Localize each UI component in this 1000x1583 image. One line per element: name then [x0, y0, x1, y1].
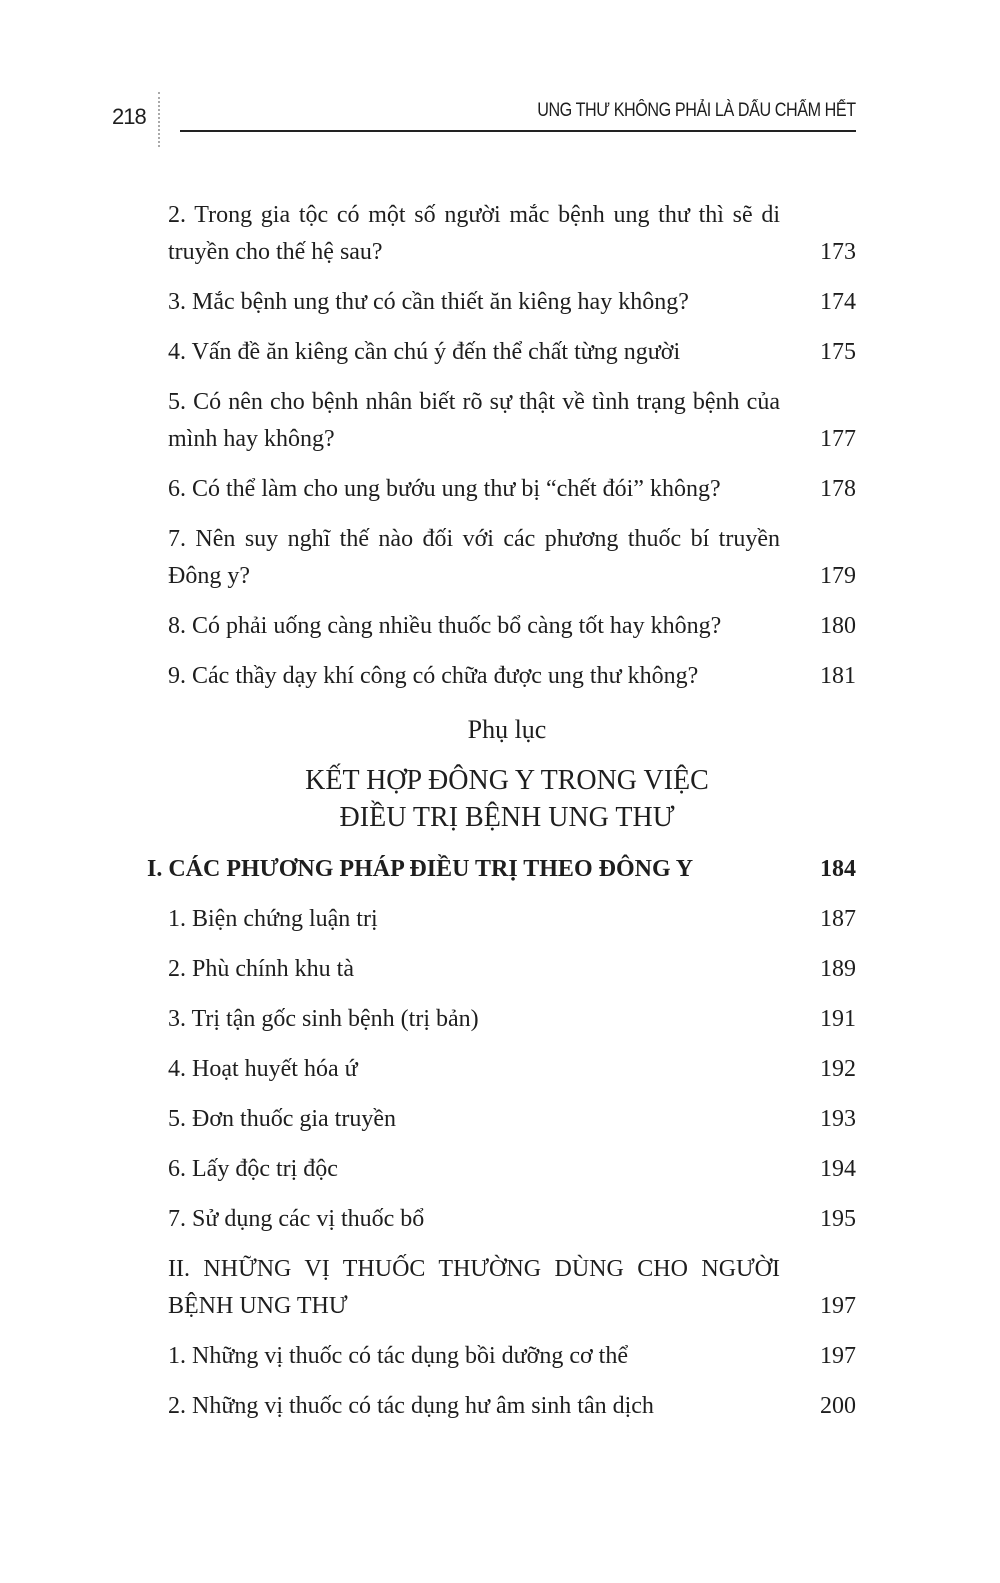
appendix-title-line1: KẾT HỢP ĐÔNG Y TRONG VIỆC	[305, 765, 709, 796]
toc-entry-text: 4. Vấn đề ăn kiêng cần chú ý đến thể chất từng người	[168, 339, 681, 365]
toc-entry-page: 184	[820, 856, 856, 882]
toc-entry	[168, 901, 856, 938]
toc-entry-page: 173	[820, 239, 856, 265]
toc-entry-text: 2. Phù chính khu tà	[168, 956, 354, 982]
toc-entry-text: I. CÁC PHƯƠNG PHÁP ĐIỀU TRỊ THEO ĐÔNG Y	[147, 856, 694, 882]
table-of-contents	[147, 197, 856, 1438]
toc-entry	[168, 1338, 856, 1375]
toc-section-heading	[147, 851, 856, 888]
appendix-label: Phụ lục	[467, 715, 547, 744]
toc-entry-text: 5. Đơn thuốc gia truyền	[168, 1106, 396, 1132]
toc-list-a	[168, 197, 856, 695]
toc-entry	[168, 197, 856, 271]
toc-entry-page: 175	[820, 339, 856, 365]
toc-entry-text: 6. Lấy độc trị độc	[168, 1156, 338, 1182]
toc-entry-page: 179	[820, 563, 856, 589]
toc-entry	[168, 1251, 856, 1325]
toc-entry-text: 1. Những vị thuốc có tác dụng bồi dưỡng cơ thể	[168, 1343, 628, 1369]
toc-entry-page: 197	[820, 1343, 856, 1369]
running-title: UNG THƯ KHÔNG PHẢI LÀ DẤU CHẤM HẾT	[537, 100, 856, 121]
toc-entry	[168, 1101, 856, 1138]
toc-entry	[168, 1201, 856, 1238]
toc-entry	[168, 1001, 856, 1038]
appendix-title-line2: ĐIỀU TRỊ BỆNH UNG THƯ	[339, 802, 675, 833]
toc-entry-page: 195	[820, 1206, 856, 1232]
toc-entry	[168, 384, 856, 458]
page-number: 218	[112, 104, 146, 129]
toc-entry-page: 194	[820, 1156, 856, 1182]
toc-entry-page: 180	[820, 613, 856, 639]
toc-entry-page: 177	[820, 426, 856, 452]
toc-entry	[168, 471, 856, 508]
toc-list-b	[168, 901, 856, 1425]
toc-entry-text: 2. Trong gia tộc có một số người mắc bệnh ung thư thì sẽ di truyền cho thế hệ sau?	[168, 202, 780, 265]
toc-entry-page: 193	[820, 1106, 856, 1132]
toc-entry-text: 3. Mắc bệnh ung thư có cần thiết ăn kiêng hay không?	[168, 289, 689, 315]
toc-entry-page: 187	[820, 906, 856, 932]
toc-entry	[168, 608, 856, 645]
toc-entry	[168, 1151, 856, 1188]
toc-entry	[168, 334, 856, 371]
toc-entry	[168, 284, 856, 321]
toc-entry-text: 7. Sử dụng các vị thuốc bổ	[168, 1206, 425, 1232]
toc-entry	[168, 658, 856, 695]
toc-entry-text: 8. Có phải uống càng nhiều thuốc bổ càng tốt hay không?	[168, 613, 722, 639]
toc-entry-text: 9. Các thầy dạy khí công có chữa được ung thư không?	[168, 663, 699, 689]
toc-entry	[168, 521, 856, 595]
toc-entry	[168, 951, 856, 988]
toc-entry	[168, 1388, 856, 1425]
toc-entry-page: 200	[820, 1393, 856, 1419]
toc-entry-page: 197	[820, 1293, 856, 1319]
toc-entry-text: 1. Biện chứng luận trị	[168, 906, 378, 932]
toc-entry-page: 192	[820, 1056, 856, 1082]
toc-entry-text: II. NHỮNG VỊ THUỐC THƯỜNG DÙNG CHO NGƯỜI BỆNH UNG THƯ	[168, 1256, 780, 1319]
toc-entry-text: 6. Có thể làm cho ung bướu ung thư bị “chết đói” không?	[168, 476, 721, 502]
toc-entry-text: 7. Nên suy nghĩ thế nào đối với các phương thuốc bí truyền Đông y?	[168, 526, 780, 589]
toc-entry-page: 178	[820, 476, 856, 502]
appendix-title	[158, 762, 856, 836]
toc-entry-page: 181	[820, 663, 856, 689]
toc-entry-page: 189	[820, 956, 856, 982]
toc-entry-text: 3. Trị tận gốc sinh bệnh (trị bản)	[168, 1006, 479, 1032]
toc-entry-text: 5. Có nên cho bệnh nhân biết rõ sự thật về tình trạng bệnh của mình hay không?	[168, 389, 780, 452]
toc-entry-page: 191	[820, 1006, 856, 1032]
toc-entry-page: 174	[820, 289, 856, 315]
vertical-divider	[158, 92, 160, 147]
header-rule	[180, 130, 856, 132]
toc-entry-text: 4. Hoạt huyết hóa ứ	[168, 1056, 358, 1082]
toc-entry-text: 2. Những vị thuốc có tác dụng hư âm sinh tân dịch	[168, 1393, 654, 1419]
toc-entry	[168, 1051, 856, 1088]
